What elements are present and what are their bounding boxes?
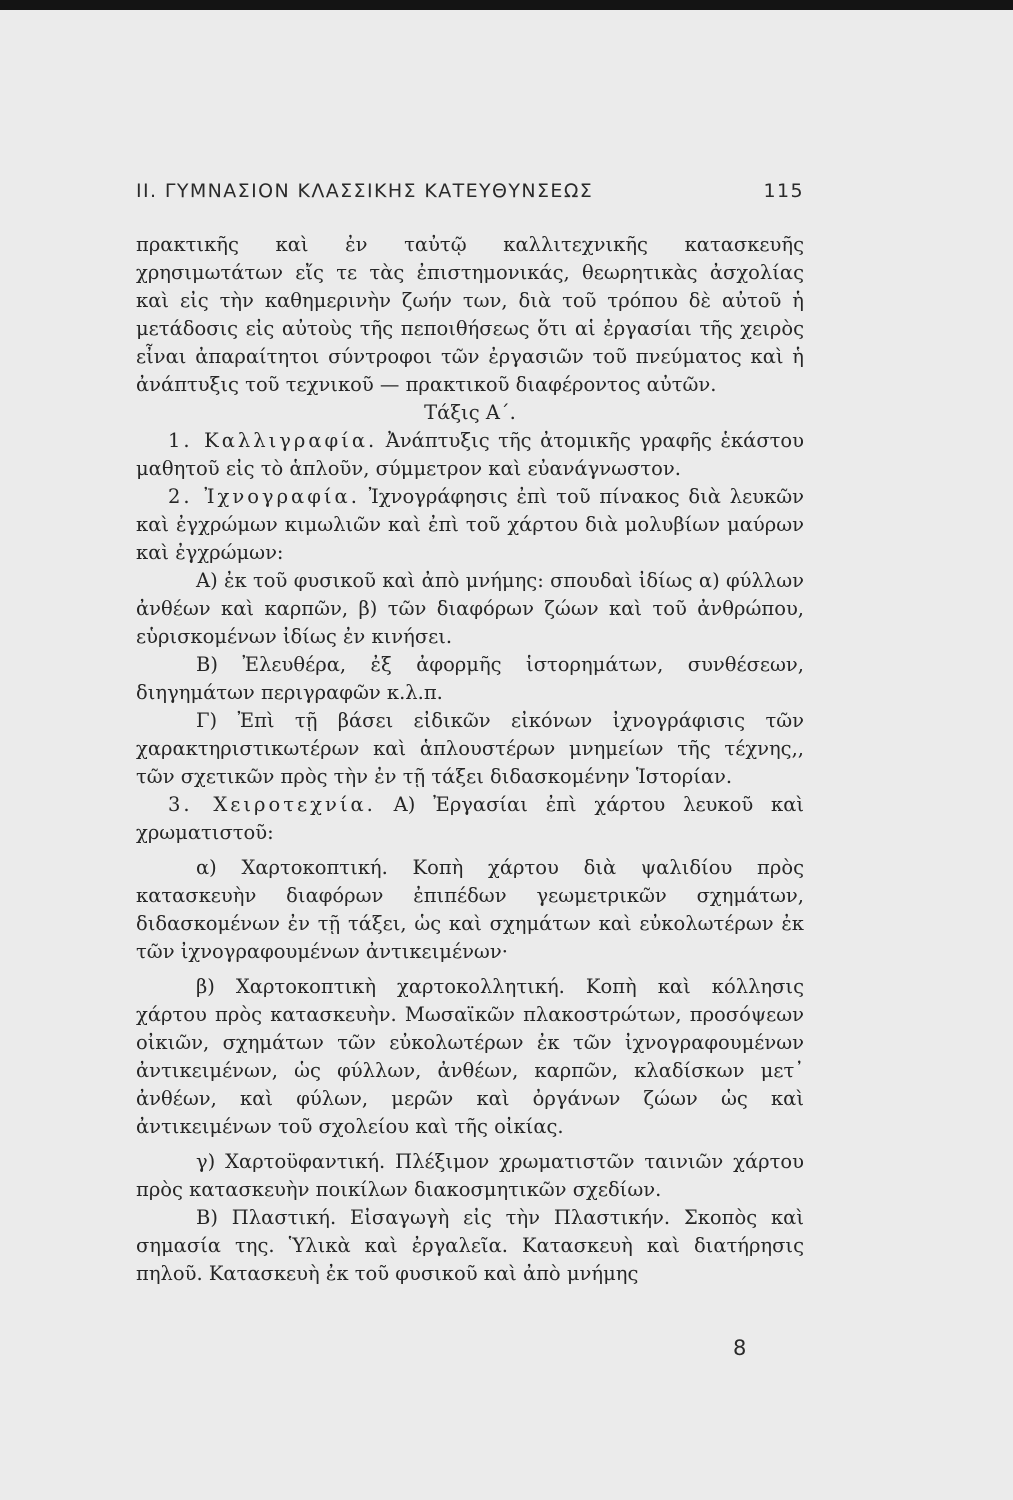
running-header-title: II. ΓΥΜΝΑΣΙΟΝ ΚΛΑΣΣΙΚΗΣ ΚΑΤΕΥΘΥΝΣΕΩΣ [136,180,594,202]
section-drawing-text: Ἰχνογράφησις ἐπὶ τοῦ πίνακος διὰ λευκῶν καὶ ἐγχρώμων κιμωλιῶν καὶ ἐπὶ τοῦ χάρτου διὰ μολυβίων μαύρων καὶ ἐγχρώμων: [136,485,804,564]
page-number: 115 [763,180,804,202]
handicraft-item-a: α) Χαρτοκοπτική. Κοπὴ χάρτου διὰ ψαλιδίου πρὸς κατασκευὴν διαφόρων ἐπιπέδων γεωμετρικῶν σχημάτων, διδασκομένων ἐν τῇ τάξει, ὡς καὶ σχημάτων καὶ εὐκολωτέρων ἐκ τῶν ἰχνογραφουμένων ἀντικειμένων· [136,856,804,963]
drawing-item-b: Β) Ἐλευθέρα, ἐξ ἀφορμῆς ἱστορημάτων, συνθέσεων, διηγημάτων περιγραφῶν κ.λ.π. [136,653,804,704]
section-calligraphy-text: Ἀνάπτυξις τῆς ἀτομικῆς γραφῆς ἑκάστου μαθητοῦ εἰς τὸ ἁπλοῦν, σύμμετρον καὶ εὐανάγνωστον. [136,429,805,480]
drawing-item-c: Γ) Ἐπὶ τῇ βάσει εἰδικῶν εἰκόνων ἰχνογράφισις τῶν χαρακτηριστικωτέρων καὶ ἁπλουστέρων μνημείων τῆς τέχνης,, τῶν σχετικῶν πρὸς τὴν ἐν τῇ τάξει διδασκομένην Ἱστορίαν. [136,709,804,788]
body-text [136,231,804,1288]
running-header [136,180,804,210]
scan-top-edge [0,0,1013,10]
section-handicraft-label: 3. Χειροτεχνία. [168,793,376,816]
handicraft-item-b: β) Χαρτοκοπτικὴ χαρτοκολλητική. Κοπὴ καὶ κόλλησις χάρτου πρὸς κατασκευὴν. Μωσαϊκῶν πλακοστρώτων, προσόψεων οἰκιῶν, σχημάτων τῶν εὐκολωτέρων ἐκ τῶν ἰχνογραφουμένων ἀντικειμένων, ὡς φύλλων, ἀνθέων, καρπῶν, κλαδίσκων μετ᾽ ἀνθέων, καὶ φύλων, μερῶν καὶ ὀργάνων ζώων ὡς καὶ ἀντικειμένων τοῦ σχολείου καὶ τῆς οἰκίας. [136,975,804,1138]
section-calligraphy-label: 1. Καλλιγραφία. [168,429,378,452]
section-handicraft-text: Α) Ἐργασίαι ἐπὶ χάρτου λευκοῦ καὶ χρωματιστοῦ: [136,793,805,844]
class-heading: Τάξις Α΄. [424,401,516,424]
section-calligraphy [136,427,804,483]
handicraft-item-c: γ) Χαρτοϋφαντική. Πλέξιμον χρωματιστῶν ταινιῶν χάρτου πρὸς κατασκευὴν ποικίλων διακοσμητικῶν σχεδίων. [136,1150,804,1201]
intro-paragraph: πρακτικῆς καὶ ἐν ταὐτῷ καλλιτεχνικῆς κατασκευῆς χρησιμωτάτων εἴς τε τὰς ἐπιστημονικάς, θεωρητικὰς ἀσχολίας καὶ εἰς τὴν καθημερινὴν ζωήν των, διὰ τοῦ τρόπου δὲ αὐτοῦ ἡ μετάδοσις εἰς αὐτοὺς τῆς πεποιθήσεως ὅτι αἱ ἐργασίαι τῆς χειρὸς εἶναι ἀπαραίτητοι σύντροφοι τῶν ἐργασιῶν τοῦ πνεύματος καὶ ἡ ἀνάπτυξις τοῦ τεχνικοῦ — πρακτικοῦ διαφέροντος αὐτῶν. [136,233,804,396]
drawing-item-a: Α) ἐκ τοῦ φυσικοῦ καὶ ἀπὸ μνήμης: σπουδαὶ ἰδίως α) φύλλων ἀνθέων καὶ καρπῶν, β) τῶν διαφόρων ζώων καὶ τοῦ ἀνθρώπου, εὑρισκομένων ἰδίως ἐν κινήσει. [136,569,804,648]
signature-mark: 8 [733,1336,747,1360]
section-drawing-label: 2. Ἰχνογραφία. [168,485,360,508]
section-handicraft [136,791,804,847]
handicraft-item-plastic: Β) Πλαστική. Εἰσαγωγὴ εἰς τὴν Πλαστικήν. Σκοπὸς καὶ σημασία της. Ὑλικὰ καὶ ἐργαλεῖα. Κατασκευὴ καὶ διατήρησις πηλοῦ. Κατασκευὴ ἐκ τοῦ φυσικοῦ καὶ ἀπὸ μνήμης [136,1206,804,1285]
section-drawing [136,483,804,567]
